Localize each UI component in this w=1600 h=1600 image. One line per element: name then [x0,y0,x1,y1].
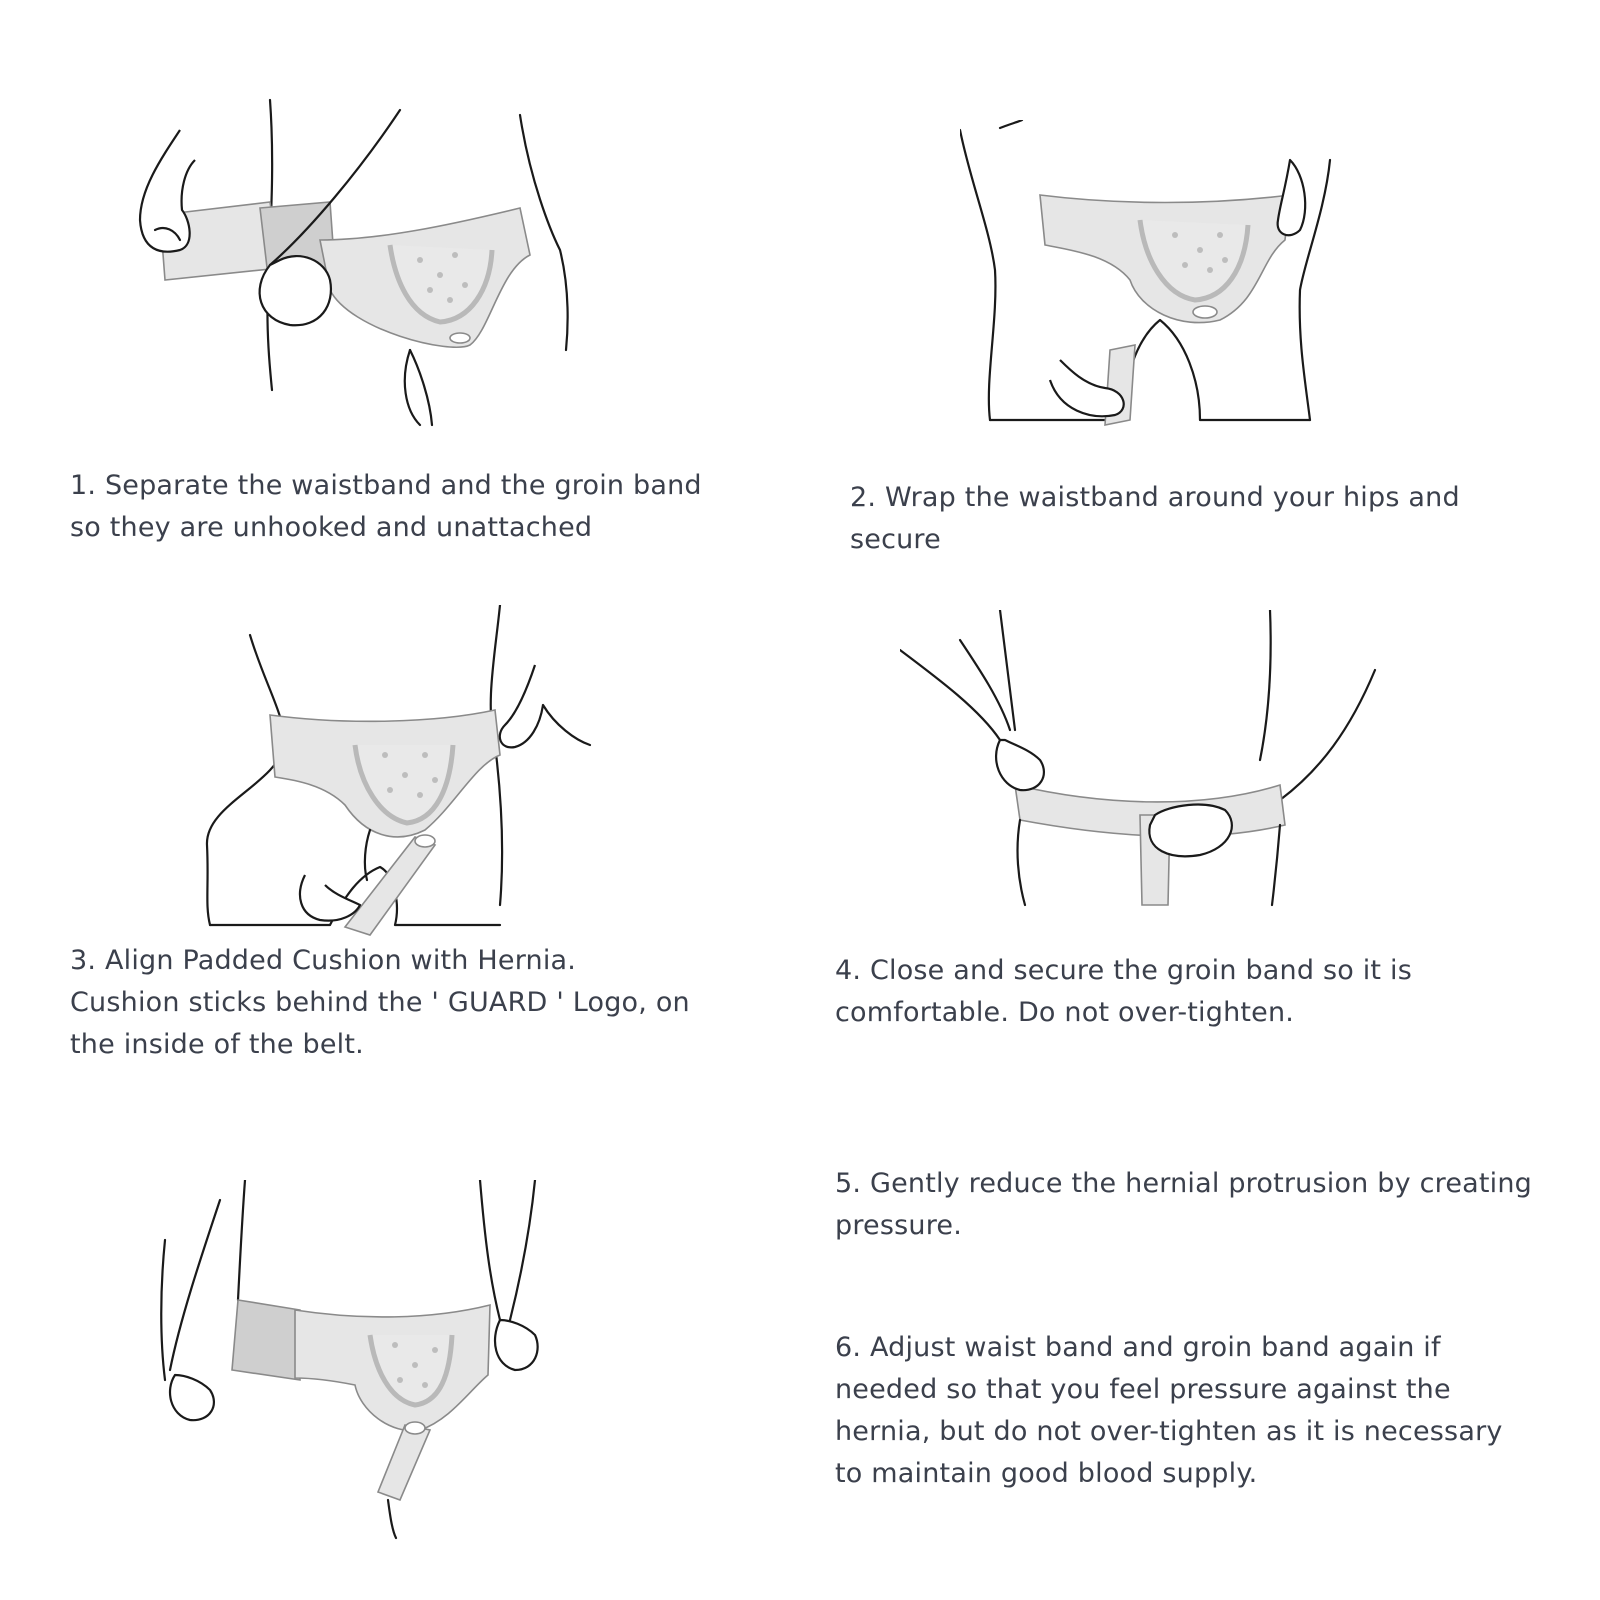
step-1-line-2: so they are unhooked and unattached [70,512,593,543]
step-6-line-1: 6. Adjust waist band and groin band again if [835,1332,1441,1363]
step-3-text [70,940,690,1066]
step-6-text [835,1327,1503,1495]
step-5-line-2: pressure. [835,1210,963,1241]
step-3-line-2: Cushion sticks behind the ' GUARD ' Logo, on [70,987,690,1018]
step-1-text [70,465,702,549]
step-6-line-3: hernia, but do not over-tighten as it is necessary [835,1416,1503,1447]
step-6-line-2: needed so that you feel pressure against the [835,1374,1451,1405]
step-4-illustration [900,610,1390,910]
step-4-text [835,950,1412,1034]
step-2-illustration [960,120,1360,440]
step-5-line-1: 5. Gently reduce the hernial protrusion by creating [835,1168,1533,1199]
step-3-illustration [195,605,595,945]
step-4-line-2: comfortable. Do not over-tighten. [835,997,1295,1028]
step-1-line-1: 1. Separate the waistband and the groin band [70,470,702,501]
step-3-line-1: 3. Align Padded Cushion with Hernia. [70,945,577,976]
step-2-text [850,477,1460,561]
step-2-line-1: 2. Wrap the waistband around your hips and [850,482,1460,513]
step-5-6-illustration [150,1180,570,1540]
step-6-line-4: to maintain good blood supply. [835,1458,1258,1489]
step-5-text [835,1163,1532,1247]
step-1-illustration [120,90,600,440]
step-3-line-3: the inside of the belt. [70,1029,364,1060]
step-4-line-1: 4. Close and secure the groin band so it is [835,955,1412,986]
step-2-line-2: secure [850,524,941,555]
